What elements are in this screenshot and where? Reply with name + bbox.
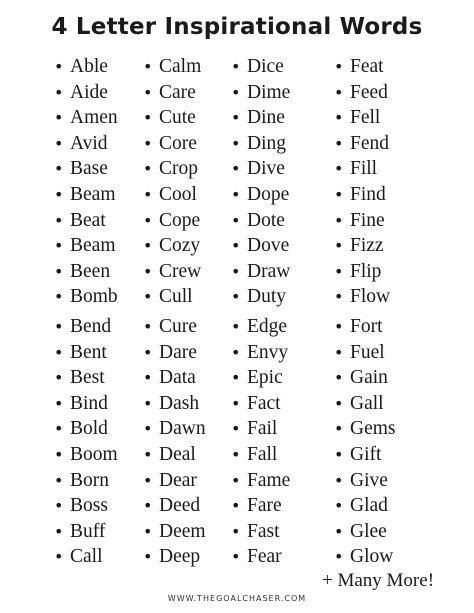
word-text: Bend (70, 315, 112, 337)
word-text: Call (70, 546, 103, 568)
word-text: Feed (350, 81, 388, 103)
word-text: Crop (159, 158, 198, 180)
bullet-icon: • (54, 521, 64, 541)
bullet-icon: • (54, 342, 64, 362)
word-text: Bent (70, 341, 107, 363)
word-text: Cozy (159, 235, 201, 257)
bullet-icon: • (143, 419, 153, 439)
word-text: Amen (70, 107, 118, 129)
bullet-icon: • (231, 261, 241, 281)
word-text: Cool (159, 183, 197, 205)
word-text: Crew (159, 260, 202, 282)
bullet-icon: • (54, 496, 64, 516)
word-text: Calm (159, 56, 202, 77)
bullet-icon: • (54, 57, 64, 76)
word-text: Fame (247, 469, 291, 491)
bullet-icon: • (54, 316, 64, 336)
word-text: Fast (247, 520, 280, 542)
word-text: Deed (159, 495, 201, 517)
word-text: Glow (350, 546, 394, 568)
word-text: Gall (350, 392, 384, 414)
word-text: Glee (350, 520, 387, 542)
word-text: Data (159, 367, 196, 389)
word-text: Beam (70, 183, 116, 205)
word-text: Bind (70, 392, 108, 414)
bullet-icon: • (334, 419, 344, 439)
word-text: Beam (70, 235, 116, 257)
word-text: Edge (247, 315, 288, 337)
word-text: Dote (247, 209, 285, 231)
bullet-icon: • (334, 108, 344, 128)
bullet-icon: • (231, 236, 241, 256)
bullet-icon: • (143, 261, 153, 281)
bullet-icon: • (334, 393, 344, 413)
bullet-icon: • (54, 261, 64, 281)
bullet-icon: • (54, 236, 64, 256)
bullet-icon: • (54, 184, 64, 204)
word-text: Fare (247, 495, 282, 517)
word-text: Fact (247, 392, 281, 414)
word-text: Fell (350, 107, 381, 129)
word-text: Dare (159, 341, 197, 363)
bullet-icon: • (334, 133, 344, 153)
bullet-icon: • (334, 521, 344, 541)
word-text: Feat (350, 56, 384, 77)
bullet-icon: • (143, 184, 153, 204)
bullet-icon: • (231, 82, 241, 102)
bullet-icon: • (143, 368, 153, 388)
bullet-icon: • (143, 210, 153, 230)
bullet-icon: • (231, 368, 241, 388)
word-text: Bold (70, 418, 108, 440)
bullet-icon: • (334, 547, 344, 567)
word-text: Cope (159, 209, 201, 231)
word-text: Buff (70, 520, 106, 542)
word-text: Gift (350, 443, 382, 465)
word-text: Fail (247, 418, 278, 440)
word-text: Been (70, 260, 111, 282)
word-text: Cute (159, 107, 196, 129)
word-text: Care (159, 81, 196, 103)
bullet-icon: • (54, 419, 64, 439)
bullet-icon: • (231, 287, 241, 307)
page-title: 4 Letter Inspirational Words (51, 14, 423, 40)
bullet-icon: • (143, 57, 153, 76)
bullet-icon: • (54, 368, 64, 388)
bullet-icon: • (54, 547, 64, 567)
word-text: Find (350, 183, 386, 205)
bullet-icon: • (334, 57, 344, 76)
bullet-icon: • (231, 184, 241, 204)
word-text: Gems (350, 418, 396, 440)
word-text: Glad (350, 495, 388, 517)
word-text: Fort (350, 315, 383, 337)
word-text: Duty (247, 286, 286, 308)
bullet-icon: • (143, 82, 153, 102)
bullet-icon: • (143, 159, 153, 179)
bullet-icon: • (54, 393, 64, 413)
bullet-icon: • (54, 159, 64, 179)
bullet-icon: • (334, 236, 344, 256)
bullet-icon: • (54, 210, 64, 230)
bullet-icon: • (54, 470, 64, 490)
word-text: Cull (159, 286, 193, 308)
bullet-icon: • (334, 184, 344, 204)
word-text: Fear (247, 546, 282, 568)
word-text: Fill (350, 158, 378, 180)
word-text: Dice (247, 56, 284, 77)
word-text: Flow (350, 286, 391, 308)
bullet-icon: • (143, 393, 153, 413)
bullet-icon: • (143, 133, 153, 153)
bullet-icon: • (231, 419, 241, 439)
word-text: Fend (350, 132, 389, 154)
word-text: Give (350, 469, 388, 491)
bullet-icon: • (143, 287, 153, 307)
bullet-icon: • (54, 287, 64, 307)
bullet-icon: • (334, 444, 344, 464)
bullet-icon: • (231, 342, 241, 362)
bullet-icon: • (143, 108, 153, 128)
word-text: Core (159, 132, 197, 154)
bullet-icon: • (334, 368, 344, 388)
word-text: Gain (350, 367, 388, 389)
word-text: Fizz (350, 235, 384, 257)
bullet-icon: • (54, 444, 64, 464)
word-text: Epic (247, 367, 283, 389)
word-text: Base (70, 158, 108, 180)
bullet-icon: • (54, 82, 64, 102)
word-text: Fine (350, 209, 385, 231)
bullet-icon: • (143, 444, 153, 464)
word-text: Fuel (350, 341, 385, 363)
bullet-icon: • (231, 496, 241, 516)
word-text: Flip (350, 260, 382, 282)
bullet-icon: • (143, 547, 153, 567)
bullet-icon: • (231, 444, 241, 464)
word-text: Dive (247, 158, 285, 180)
word-text: Deep (159, 546, 201, 568)
bullet-icon: • (143, 342, 153, 362)
word-text: Ding (247, 132, 286, 154)
word-text: Deal (159, 443, 196, 465)
bullet-icon: • (143, 521, 153, 541)
word-text: Best (70, 367, 105, 389)
bullet-icon: • (334, 82, 344, 102)
word-text: Boss (70, 495, 108, 517)
bullet-icon: • (143, 236, 153, 256)
bullet-icon: • (231, 159, 241, 179)
word-text: Dove (247, 235, 290, 257)
bullet-icon: • (231, 393, 241, 413)
word-text: Dope (247, 183, 290, 205)
bullet-icon: • (334, 342, 344, 362)
word-text: Bomb (70, 286, 118, 308)
word-text: Boom (70, 443, 118, 465)
bullet-icon: • (334, 316, 344, 336)
word-text: Envy (247, 341, 289, 363)
word-text: Aide (70, 81, 108, 103)
bullet-icon: • (231, 210, 241, 230)
bullet-icon: • (334, 287, 344, 307)
word-text: Avid (70, 132, 108, 154)
bullet-icon: • (143, 470, 153, 490)
bullet-icon: • (231, 521, 241, 541)
word-text: Born (70, 469, 109, 491)
bullet-icon: • (334, 496, 344, 516)
bullet-icon: • (231, 57, 241, 76)
many-more-note: + Many More! (322, 570, 435, 591)
word-text: Fall (247, 443, 278, 465)
word-text: Deem (159, 520, 206, 542)
word-text: Cure (159, 315, 197, 337)
word-text: Draw (247, 260, 291, 282)
word-text: Dawn (159, 418, 206, 440)
bullet-icon: • (231, 470, 241, 490)
bullet-icon: • (143, 496, 153, 516)
bullet-icon: • (231, 547, 241, 567)
word-text: Dear (159, 469, 197, 491)
word-text: Dime (247, 81, 291, 103)
word-text: Beat (70, 209, 106, 231)
word-text: Dash (159, 392, 200, 414)
bullet-icon: • (334, 470, 344, 490)
bullet-icon: • (54, 108, 64, 128)
bullet-icon: • (54, 133, 64, 153)
bullet-icon: • (334, 210, 344, 230)
bullet-icon: • (231, 108, 241, 128)
bullet-icon: • (143, 316, 153, 336)
word-text: Dine (247, 107, 285, 129)
bullet-icon: • (334, 159, 344, 179)
word-text: Able (70, 56, 108, 77)
bullet-icon: • (334, 261, 344, 281)
bullet-icon: • (231, 316, 241, 336)
footer-url: WWW.THEGOALCHASER.COM (167, 594, 307, 603)
bullet-icon: • (231, 133, 241, 153)
